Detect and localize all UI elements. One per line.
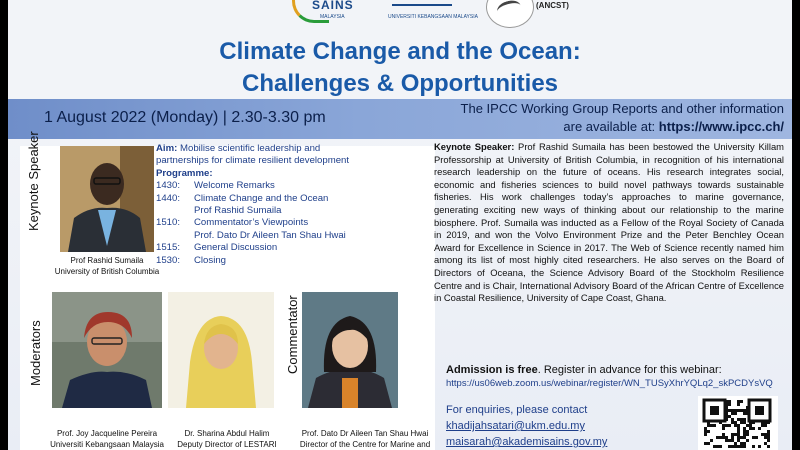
programme-time: 1510: xyxy=(156,217,181,229)
poster-title xyxy=(8,36,792,100)
logo-bar xyxy=(8,0,792,30)
programme-time xyxy=(156,205,194,217)
programme-row xyxy=(156,180,426,192)
moderator-1-photo xyxy=(52,292,162,408)
ipcc-link[interactable]: https://www.ipcc.ch/ xyxy=(658,119,784,134)
admission-rest: . Register in advance for this webinar: xyxy=(537,364,722,376)
enquiry-email-2[interactable]: maisarah@akademisains.gov.my xyxy=(446,436,608,448)
moderator-2-name: Dr. Sharina Abdul Halim xyxy=(184,429,270,438)
ancst-label: (ANCST) xyxy=(536,1,569,10)
ipcc-link-line xyxy=(563,119,784,134)
bio-text: Prof Rashid Sumaila has been bestowed the University Killam Professorship at University of British Columbia, in recognition of his international research leadership on the future of oceans. His research integrates social, economic and fisheries sciences to build novel pathways towards sustainable fisheries. His work challenges today’s approaches to marine governance, generating exciting new ways of thinking about our relationship to the marine biosphere. Prof. Sumaila was inducted as a Fellow of the Royal Society of Canada in 2019, and won the Volvo Environment Prize and the Peter Benchley Ocean Award for Excellence in Science in 2017. The Web of Science recently named him among its list of most highly cited researchers. He also serves on the Board of Directors of Oceana, the Science Advisory Board of the Stockholm Resilience Centre and is Chair, International Advisory Board of the African Centre of Excellence in Coastal Resilience, University of Cape Coast, Ghana. xyxy=(434,141,784,304)
title-line-1: Climate Change and the Ocean: xyxy=(219,38,581,65)
sains-logo-text: SAINS xyxy=(312,0,354,12)
moderator-1-name: Prof. Joy Jacqueline Pereira xyxy=(56,429,158,438)
keynote-caption xyxy=(48,255,166,277)
webinar-poster xyxy=(8,0,792,450)
programme-item: Climate Change and the Ocean xyxy=(194,192,329,204)
programme-row xyxy=(156,193,426,205)
moderator-2-caption xyxy=(172,428,282,450)
programme-time: 1530: xyxy=(156,254,181,266)
aim-line-1 xyxy=(156,143,426,155)
commentator-photo xyxy=(302,292,398,408)
ukm-logo xyxy=(388,0,478,28)
programme-item: Prof Rashid Sumaila xyxy=(194,205,282,217)
admission-free: Admission is free xyxy=(446,364,538,376)
bird-icon xyxy=(495,0,522,19)
moderator-1-affil: Universiti Kebangsaan Malaysia xyxy=(50,440,164,449)
programme-time: 1515: xyxy=(156,242,181,254)
programme-time xyxy=(156,230,194,242)
ancst-logo xyxy=(486,0,534,28)
keynote-photo xyxy=(60,146,154,252)
aim-line-2: partnerships for climate resilient development xyxy=(156,155,350,167)
enquiries-label: For enquiries, please contact xyxy=(446,404,588,416)
programme-row xyxy=(156,217,426,229)
programme-item: Closing xyxy=(194,254,226,266)
ipcc-note: The IPCC Working Group Reports and other information xyxy=(460,101,784,116)
aim-label: Aim: xyxy=(156,143,178,154)
programme-item: Commentator’s Viewpoints xyxy=(194,217,309,229)
programme-row xyxy=(156,242,426,254)
event-date: 1 August 2022 (Monday) | 2.30-3.30 pm xyxy=(44,109,326,126)
aim-text: Mobilise scientific leadership and xyxy=(177,143,321,154)
keynote-label: Keynote Speaker xyxy=(26,131,41,231)
programme-row xyxy=(156,255,426,267)
programme-item: Prof. Dato Dr Aileen Tan Shau Hwai xyxy=(194,229,346,241)
programme-time: 1440: xyxy=(156,192,181,204)
moderator-2-affil: Deputy Director of LESTARI xyxy=(177,440,277,449)
programme-item: Welcome Remarks xyxy=(194,180,275,192)
registration-link[interactable]: https://us06web.zoom.us/webinar/register/WN_TUSyXhrYQLq2_skPCDYsVQ xyxy=(446,378,773,389)
programme-heading: Programme: xyxy=(156,167,213,179)
ipcc-prefix: are available at: xyxy=(563,119,659,134)
programme-time: 1430: xyxy=(156,180,181,192)
commentator-affil: Director of the Centre for Marine and xyxy=(299,440,431,449)
akademi-sains-logo xyxy=(290,0,362,28)
title-line-2: Challenges & Opportunities xyxy=(241,70,559,97)
commentator-label: Commentator xyxy=(285,295,300,374)
moderator-1-caption xyxy=(42,428,172,450)
keynote-bio xyxy=(434,141,784,305)
commentator-name: Prof. Dato Dr Aileen Tan Shau Hwai xyxy=(301,429,429,438)
programme-row xyxy=(156,230,426,242)
commentator-caption xyxy=(298,428,432,450)
ukm-logo-sub: UNIVERSITI KEBANGSAAN MALAYSIA xyxy=(388,14,478,20)
programme-item: General Discussion xyxy=(194,242,278,254)
bio-label: Keynote Speaker: xyxy=(434,141,515,152)
moderators-label: Moderators xyxy=(28,320,43,386)
programme-row xyxy=(156,205,426,217)
sains-logo-sub: MALAYSIA xyxy=(320,14,345,20)
programme-block xyxy=(156,143,426,267)
enquiry-email-1[interactable]: khadijahsatari@ukm.edu.my xyxy=(446,420,585,432)
keynote-affil: University of British Columbia xyxy=(54,267,160,276)
moderator-2-photo xyxy=(168,292,274,408)
qr-code[interactable] xyxy=(698,396,778,450)
keynote-name: Prof Rashid Sumaila xyxy=(70,256,144,265)
admission-line xyxy=(446,364,722,376)
